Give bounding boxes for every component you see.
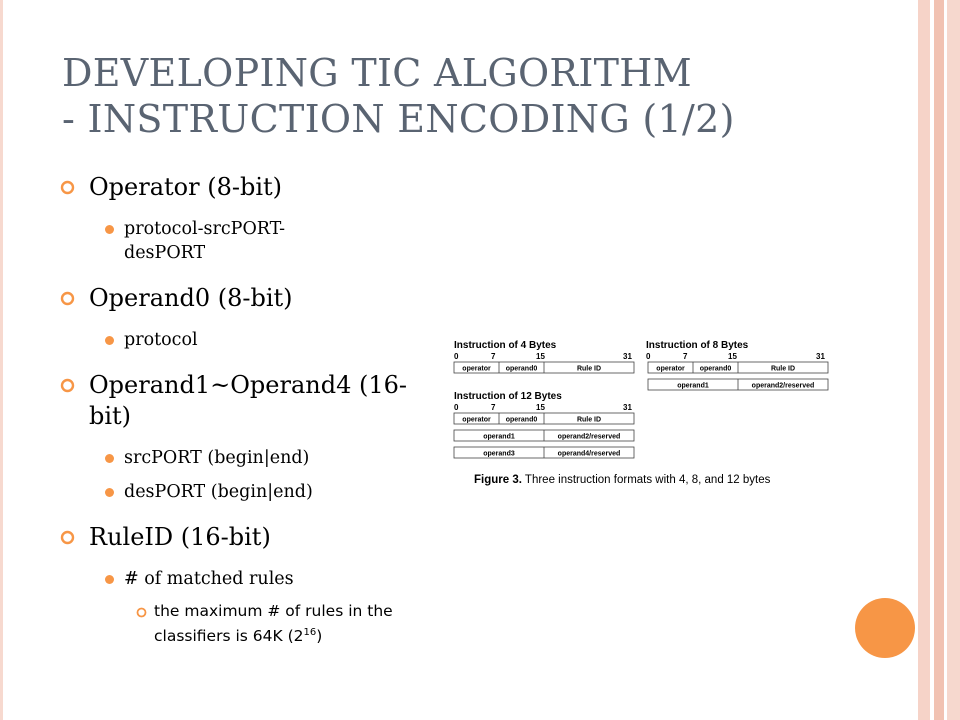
figure-caption: Figure 3. Three instruction formats with 4, 8, and 12 bytes (474, 474, 771, 486)
bit-label: 15 (536, 352, 545, 361)
right-frame-stripe (918, 0, 930, 720)
field-operand4-reserved: operand4/reserved (557, 450, 621, 458)
dot-bullet-icon (105, 225, 114, 234)
right-frame-stripe (947, 0, 960, 720)
field-operand2-reserved: operand2/reserved (751, 382, 815, 390)
bit-label: 31 (623, 352, 632, 361)
left-frame-stripe (0, 0, 3, 720)
bit-label: 7 (491, 352, 496, 361)
field-operand0: operand0 (505, 365, 538, 373)
sub-sub-bullet-max-rules: the maximum # of rules in the classifiers is 64K $(2^{16})$ (60, 601, 440, 647)
field-rule-id: Rule ID (576, 416, 602, 424)
bullet-list (60, 172, 440, 647)
dot-bullet-icon (105, 454, 114, 463)
bit-label: 0 (454, 352, 459, 361)
bit-label: 15 (536, 403, 545, 412)
dot-bullet-icon (105, 575, 114, 584)
bullet-operand1-4: Operand1~Operand4 (16-bit) (60, 370, 440, 432)
field-operand0: operand0 (699, 365, 732, 373)
dot-bullet-icon (105, 336, 114, 345)
bullet-operand0: Operand0 (8-bit) (60, 283, 440, 314)
right-frame-stripe (934, 0, 944, 720)
bit-label: 15 (728, 352, 737, 361)
dot-bullet-icon (105, 488, 114, 497)
field-operator: operator (462, 416, 491, 424)
field-operand1: operand1 (483, 433, 515, 441)
field-operand3: operand3 (483, 450, 515, 458)
bullet-ruleid: RuleID (16-bit) (60, 522, 440, 553)
format12-title: Instruction of 12 Bytes (454, 391, 562, 402)
bit-label: 0 (454, 403, 459, 412)
bit-label: 0 (646, 352, 651, 361)
circle-bullet-icon (60, 530, 75, 545)
bullet-operator: Operator (8-bit) (60, 172, 440, 203)
sub-bullet-protocol-ports: protocol-srcPORT-desPORT (60, 217, 440, 265)
circle-bullet-icon (60, 180, 75, 195)
circle-bullet-icon (60, 291, 75, 306)
slide-title (62, 50, 902, 142)
sub-bullet-protocol: protocol (60, 328, 440, 352)
bit-label: 31 (816, 352, 825, 361)
field-rule-id: Rule ID (770, 365, 796, 373)
field-operator: operator (462, 365, 491, 373)
slide-title-line2: - INSTRUCTION ENCODING (1/2) (62, 97, 735, 141)
field-operand2-reserved: operand2/reserved (557, 433, 621, 441)
slide-title-line1: DEVELOPING TIC ALGORITHM (62, 51, 692, 95)
bit-label: 7 (491, 403, 496, 412)
format8-title: Instruction of 8 Bytes (646, 340, 749, 351)
sub-bullet-desport: desPORT (begin|end) (60, 480, 440, 504)
field-operand1: operand1 (677, 382, 709, 390)
bit-label: 31 (623, 403, 632, 412)
circle-bullet-icon (136, 607, 147, 618)
field-rule-id: Rule ID (576, 365, 602, 373)
format4-title: Instruction of 4 Bytes (454, 340, 557, 351)
sub-bullet-matched-rules: # of matched rules (60, 567, 440, 591)
circle-bullet-icon (60, 378, 75, 393)
instruction-formats-diagram (452, 338, 832, 490)
field-operand0: operand0 (505, 416, 538, 424)
field-operator: operator (656, 365, 685, 373)
sub-bullet-srcport: srcPORT (begin|end) (60, 446, 440, 470)
decorative-orange-circle (855, 598, 915, 658)
bit-label: 7 (683, 352, 688, 361)
instruction-formats-figure (452, 338, 832, 490)
